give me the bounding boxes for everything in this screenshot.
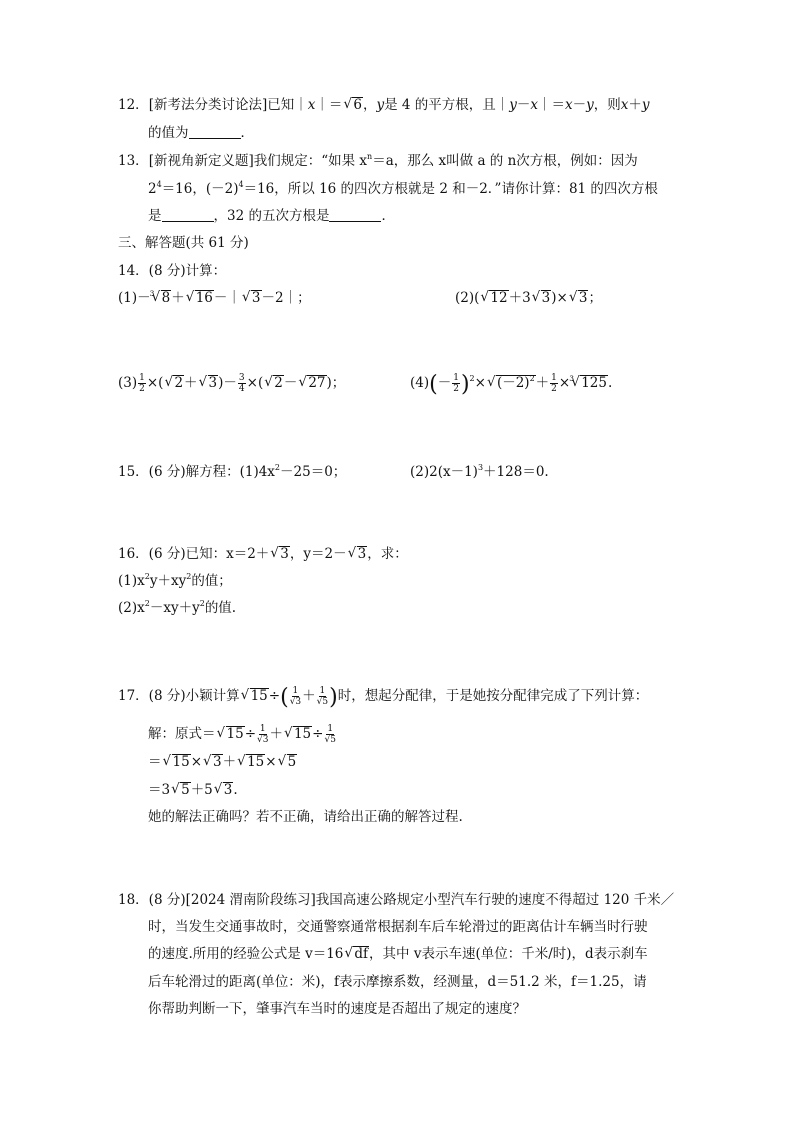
text: ，其中 v表示车速(单位：千米/时)，d表示刹车 <box>369 946 648 962</box>
sqrt-6: √ 6 <box>343 96 363 114</box>
question-tag: [新考法分类讨论法] <box>148 97 268 113</box>
answer-blank[interactable] <box>189 126 241 139</box>
question-tag: [新视角新定义题] <box>148 153 254 169</box>
sqrt-12: √ 12 <box>480 289 508 307</box>
q14-part3: (3) $\frac{1}{2}$ ×(√ 2＋√ 3)－ $\frac{3}{4}$ ×(√ 2－√ 27)； <box>118 373 345 394</box>
sqrt-3: √ 3 <box>532 289 552 307</box>
section-heading: 三、解答题(共 61 分) <box>118 235 249 251</box>
sqrt-16: √ 16 <box>186 289 214 307</box>
text: 的值. <box>204 600 237 616</box>
q13-line1 <box>118 152 638 170</box>
q14-part1: (1)－ √ 3 8＋√ 16－｜√ 3－2｜； <box>118 289 311 307</box>
part-label: (3) <box>118 375 138 391</box>
sqrt-27: √ 27 <box>298 374 326 392</box>
sqrt-df: √ df <box>344 945 369 963</box>
text: (2)x <box>118 600 145 616</box>
q18-line1: 18．(8 分)[2024 渭南阶段练习]我国高速公路规定小型汽车行驶的速度不得超过 120 千米／ <box>118 892 675 908</box>
q18-line5: 你帮助判断一下，肇事汽车当时的速度是否超出了规定的速度？ <box>148 1001 526 1017</box>
fraction: $\frac{3}{4}$ <box>238 373 245 394</box>
q18-line3 <box>148 945 648 963</box>
text: ＋ <box>628 97 642 113</box>
sqrt-15: √ 15 <box>241 687 269 705</box>
q17-solution-line1: 解：原式＝√ 15÷ $\frac{1}{√3}$ ＋√ 15÷ $\frac{1}{√5}$ <box>148 724 337 745</box>
fraction: $\frac{1}{2}$ <box>551 373 557 394</box>
q16-part1: $(1)x^2y+xy^2$的值； <box>118 572 232 589</box>
sqrt-3: √ 3 <box>270 545 290 563</box>
q12-line2 <box>148 124 254 142</box>
q15-line: 15．(6 分)解方程：$(1)4x^2-25=0$； <box>118 463 347 480</box>
text: 是 4 的平方根，且｜ <box>384 97 510 113</box>
q12-line1: 12．[新考法分类讨论法]已知｜x｜＝√ 6，y是 4 的平方根，且｜y－x｜＝x－y，则x＋y <box>118 96 650 114</box>
q17-solution-line2: ＝√ 15×√ 3＋√ 15×√ 5 <box>148 753 297 771</box>
sqrt-3: √ 3 <box>348 545 368 563</box>
text: 是 <box>148 208 162 224</box>
answer-blank[interactable] <box>329 209 381 222</box>
text: (1)x <box>118 573 145 589</box>
sqrt-2: √ 2 <box>164 374 184 392</box>
text: ＝a，那么 x叫做 a 的 n次方根，例如：因为 <box>372 153 638 169</box>
question-number: 12． <box>118 97 149 113</box>
q14-part2: (2)(√ 12＋3√ 3)×√ 3； <box>455 289 602 307</box>
text: ＝16，所以 16 的四次方根就是 2 和－2．”请你计算：81 的四次方根 <box>243 181 658 197</box>
part-label: (2)( <box>455 290 480 306</box>
text: ， <box>362 97 377 113</box>
sqrt-15: √ 15 <box>284 725 312 743</box>
question-number: 13． <box>118 153 149 169</box>
text: 解：原式＝ <box>148 726 216 742</box>
text: 的值； <box>191 573 232 589</box>
fraction: $\frac{1}{√5}$ <box>316 686 329 707</box>
part-label: (4) <box>410 375 430 391</box>
text: 15．(6 分)解方程：(1)4x <box>118 464 275 480</box>
sqrt-3: √ 3 <box>569 289 589 307</box>
fraction: $\frac{1}{2}$ <box>139 373 145 394</box>
text: 时，想起分配律，于是她按分配律完成了下列计算： <box>337 688 649 704</box>
cbrt-8: √ 3 8 <box>152 289 172 307</box>
text: (2)2(x－1) <box>410 464 478 480</box>
text: ． <box>381 208 395 224</box>
q16-heading <box>118 545 408 563</box>
fraction: $\frac{1}{√3}$ <box>257 724 269 745</box>
sqrt-15: √ 15 <box>163 753 191 771</box>
q13-line3 <box>148 207 395 225</box>
text: 已知｜ <box>267 97 308 113</box>
text: 的速度.所用的经验公式是 v＝16 <box>148 946 344 962</box>
answer-blank[interactable] <box>162 209 214 222</box>
text: ，y＝2－ <box>289 546 347 562</box>
text: ｜＝ <box>315 97 343 113</box>
text: 17．(8 分)小颖计算 <box>118 688 240 704</box>
q17-heading: 17．(8 分)小颖计算√ 15÷( $\frac{1}{√3}$ ＋ $\frac{1}{√5}$ )时，想起分配律，于是她按分配律完成了下列计算： <box>118 686 648 707</box>
sqrt-5: √ 5 <box>278 753 298 771</box>
sqrt-2: √ 2 <box>264 374 284 392</box>
q18-line2: 时，当发生交通事故时，交通警察通常根据刹车后车轮滑过的距离估计车辆当时行驶 <box>148 919 648 935</box>
q13-line2: $2^4=16$，$(-2)^4=16$，所以 16 的四次方根就是 2 和－2．”请你计算：81 的四次方根 <box>148 180 658 197</box>
text: y＋xy <box>149 573 187 589</box>
q17-question: 她的解法正确吗？若不正确，请给出正确的解答过程. <box>148 809 463 825</box>
text: ＝16，(－2) <box>161 181 239 197</box>
part-label: (1)－ <box>118 290 151 306</box>
text: 2 <box>148 181 157 197</box>
text: －25＝0； <box>280 464 347 480</box>
text: ｜＝ <box>538 97 566 113</box>
sqrt-3: √ 3 <box>242 289 262 307</box>
text: ，求： <box>367 546 408 562</box>
sqrt-3: √ 3 <box>214 781 234 799</box>
text: ，32 的五次方根是 <box>213 208 330 224</box>
text: ． <box>240 125 254 141</box>
text: 我们规定：“如果 x <box>253 153 368 169</box>
cbrt-125: √ 3 125 <box>571 374 608 392</box>
sqrt-15: √ 15 <box>217 725 245 743</box>
text: － <box>572 97 587 113</box>
sqrt-15: √ 15 <box>237 753 265 771</box>
text: 的值为 <box>148 125 189 141</box>
q14-heading: 14．(8 分)计算： <box>118 263 227 279</box>
fraction: $\frac{1}{2}$ <box>453 373 459 394</box>
sqrt-5: √ 5 <box>171 781 191 799</box>
q18-line4: 后车轮滑过的距离(单位：米)，f表示摩擦系数，经测量，d＝51.2 米，f＝1.25，请 <box>148 974 647 990</box>
fraction: $\frac{1}{√5}$ <box>324 724 336 745</box>
q14-part4: (4)(－ $\frac{1}{2}$ )$^2$×√ $(-2)^2+$ $\frac{1}{2}$ × √ 3 125. <box>410 373 612 394</box>
text: ＋128＝0. <box>483 464 549 480</box>
q16-part2: $(2)x^2-xy+y^2$的值. <box>118 599 237 616</box>
text: 16．(6 分)已知：x＝2＋ <box>118 546 270 562</box>
sqrt-3: √ 3 <box>203 753 223 771</box>
q15-part2: $(2)2(x-1)^3+128=0$. <box>410 463 549 480</box>
sqrt-neg2-squared: √ $(-2)^2$ <box>487 374 536 392</box>
fraction: $\frac{1}{√3}$ <box>289 686 302 707</box>
text: －xy＋y <box>149 600 200 616</box>
sqrt-3: √ 3 <box>199 374 219 392</box>
text: ，则 <box>593 97 621 113</box>
exponent: n <box>367 152 373 161</box>
text: － <box>516 97 531 113</box>
q17-solution-line3: ＝3√ 5＋5√ 3. <box>148 781 238 799</box>
